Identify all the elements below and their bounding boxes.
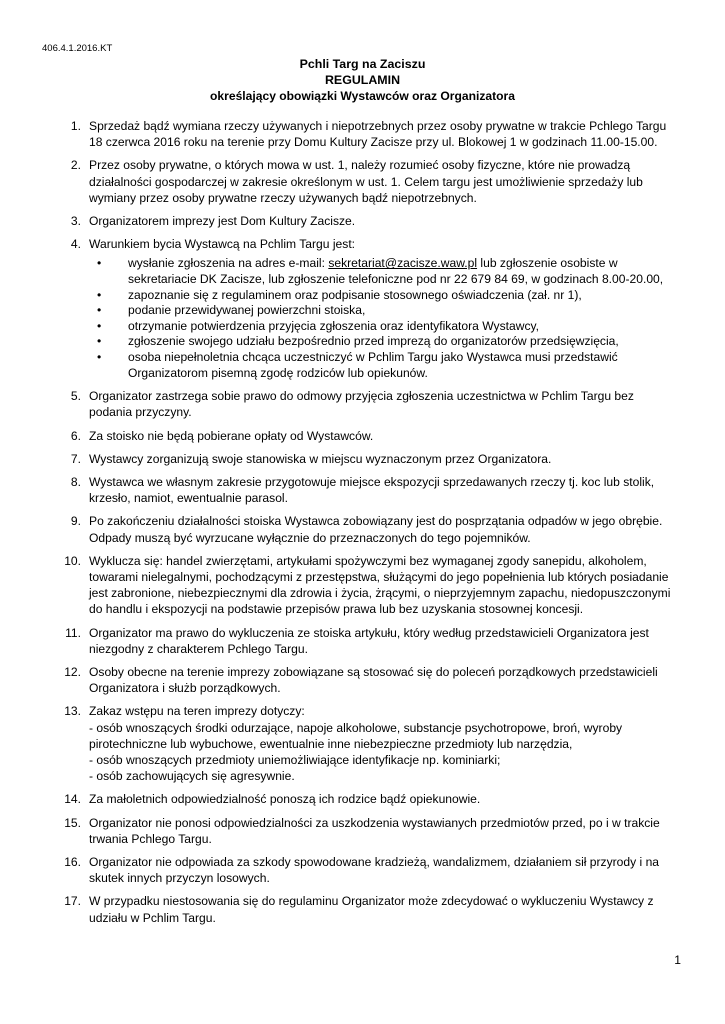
item-number: 6. (70, 428, 81, 443)
bullet-item (57, 256, 677, 287)
document-reference: 406.4.1.2016.KT (42, 43, 113, 54)
item-number: 13. (64, 704, 81, 719)
item-text: Wyklucza się: handel zwierzętami, artykułami spożywczymi bez wymaganej zgody sanepidu, alkoholem, towarami nielegalnymi, pochodzącymi z przestępstwa, służącymi do jego popełnienia lub których posiadanie jest zabronione, niebezpiecznymi dla zdrowia i życia, żrącymi, o nieprzyjemnym zapachu, niedopuszczonymi do handlu i ekspozycji na podstawie przepisów prawa lub bez uzyskania stosownej koncesji. (89, 553, 671, 617)
list-item (57, 625, 677, 657)
item-number: 5. (70, 389, 81, 404)
item-text-lines (89, 703, 677, 784)
item-text: Wystawca we własnym zakresie przygotowuje miejsce ekspozycji sprzedawanych rzeczy tj. koc lub stolik, krzesło, namiot, ewentualnie parasol. (89, 474, 655, 506)
item-number: 17. (64, 894, 81, 909)
bullet-text: otrzymanie potwierdzenia przyjęcia zgłoszenia oraz identyfikatora Wystawcy, (128, 318, 540, 333)
item-text: Za stoisko nie będą pobierane opłaty od Wystawców. (89, 428, 374, 443)
list-item (57, 388, 677, 420)
list-item (57, 791, 677, 807)
item-text: Organizator ma prawo do wykluczenia ze stoiska artykułu, który według przedstawicieli Organizatora jest niezgodny z charakterem Pchlego Targu. (89, 625, 649, 656)
item-number: 9. (70, 514, 81, 529)
bullet-icon: • (97, 287, 102, 302)
list-item (57, 157, 677, 206)
item-text: Organizator nie ponosi odpowiedzialności za uszkodzenia wystawianych przedmiotów przed, po i w trakcie trwania Pchlego Targu. (89, 815, 660, 846)
item-number: 4. (70, 237, 81, 252)
document-type: REGULAMIN (324, 73, 401, 87)
list-item (57, 854, 677, 886)
item-number: 1. (70, 119, 81, 133)
bullet-item (57, 334, 677, 350)
list-item (57, 118, 677, 150)
conditions-bullet-list (57, 256, 677, 381)
item-number: 15. (64, 815, 81, 830)
document-subtitle: określający obowiązki Wystawców oraz Organizatora (210, 89, 515, 103)
bullet-text: osoba niepełnoletnia chcąca uczestniczyć w Pchlim Targu jako Wystawca musi przedstawić Organizatorom pisemną zgodę rodziców lub opiekunów. (128, 349, 618, 380)
list-item (57, 474, 677, 506)
list-item (57, 893, 677, 925)
item-text: Organizatorem imprezy jest Dom Kultury Zacisze. (89, 214, 356, 229)
item-text: W przypadku niestosowania się do regulaminu Organizator może zdecydować o wykluczeniu Wystawcy z udziału w Pchlim Targu. (89, 894, 654, 925)
item-number: 10. (64, 553, 81, 568)
bullet-text: wysłanie zgłoszenia na adres e-mail: (128, 256, 329, 271)
list-item (57, 213, 677, 229)
list-item (57, 513, 677, 545)
item-text: Wystawcy zorganizują swoje stanowiska w miejscu wyznaczonym przez Organizatora. (89, 451, 552, 466)
list-item (57, 815, 677, 847)
item-text: Osoby obecne na terenie imprezy zobowiązane są stosować się do poleceń porządkowych przedstawicieli Organizatora i służb porządkowych. (89, 665, 658, 696)
item-text: Za małoletnich odpowiedzialność ponoszą ich rodzice bądź opiekunowie. (89, 792, 481, 807)
email-link[interactable]: sekretariat@zacisze.waw.pl (328, 256, 478, 271)
bullet-text: zgłoszenie swojego udziału bezpośrednio przed imprezą do organizatorów przedsięwzięcia, (128, 334, 619, 349)
list-item (57, 451, 677, 467)
list-item (57, 553, 677, 618)
item-number: 7. (70, 451, 81, 466)
item-number: 2. (70, 158, 81, 173)
bullet-icon: • (97, 334, 102, 349)
list-item (57, 428, 677, 444)
item-text: Organizator nie odpowiada za szkody spowodowane kradzieżą, wandalizmem, działaniem sił przyrody i na skutek innych przyczyn losowych. (89, 855, 660, 886)
item-text: Warunkiem bycia Wystawcą na Pchlim Targu jest: (89, 237, 356, 252)
bullet-item (57, 303, 677, 319)
item-text: Po zakończeniu działalności stoiska Wystawca zobowiązany jest do posprzątania odpadów w jego obrębie. Odpady muszą być wyrzucane wyłącznie do przeznaczonych do tego pojemników. (89, 514, 663, 545)
item-line: - osób wnoszących środki odurzające, napoje alkoholowe, substancje psychotropowe, broń, wyroby pirotechniczne lub wybuchowe, ewentualnie inne niebezpieczne przedmioty lub narzędzia, (89, 720, 623, 751)
item-text: Sprzedaż bądź wymiana rzeczy używanych i niepotrzebnych przez osoby prywatne w trakcie Pchlego Targu 18 czerwca 2016 roku na terenie przy Domu Kultury Zacisze przy ul. Blokowej 1 w godzinach 11.00-15.00. (89, 119, 667, 150)
item-line: Zakaz wstępu na teren imprezy dotyczy: (89, 704, 305, 719)
bullet-item (57, 350, 677, 381)
bullet-icon: • (97, 256, 102, 271)
bullet-text: zapoznanie się z regulaminem oraz podpisanie stosownego oświadczenia (zał. nr 1), (128, 287, 582, 302)
bullet-icon: • (97, 318, 102, 333)
regulations-list (57, 118, 677, 933)
item-text: Organizator zastrzega sobie prawo do odmowy przyjęcia zgłoszenia uczestnictwa w Pchlim Targu bez podania przyczyny. (89, 389, 634, 420)
list-item (57, 236, 677, 252)
document-title: Pchli Targ na Zaciszu (299, 57, 426, 71)
item-number: 8. (70, 474, 81, 489)
item-number: 11. (65, 625, 81, 640)
item-number: 3. (70, 214, 81, 229)
bullet-item (57, 288, 677, 304)
item-number: 12. (64, 665, 81, 680)
title-block (0, 56, 725, 104)
item-number: 14. (64, 792, 81, 807)
page-number: 1 (674, 953, 681, 967)
item-line: - osób wnoszących przedmioty uniemożliwiające identyfikacje np. kominiarki; (89, 753, 501, 768)
item-text: Przez osoby prywatne, o których mowa w ust. 1, należy rozumieć osoby fizyczne, które nie prowadzą działalności gospodarczej w zakresie określonym w ust. 1. Celem targu jest umożliwienie sprzedaży lub wymiany przez osoby prywatne rzeczy używanych bądź niepotrzebnych. (89, 158, 643, 205)
bullet-text: podanie przewidywanej powierzchni stoiska, (128, 303, 366, 318)
bullet-text: lub zgłoszenie osobiste w sekretariacie DK Zacisze, lub zgłoszenie telefoniczne pod nr 22 679 84 69, w godzinach 8.00-20.00, (128, 256, 664, 287)
item-line: - osób zachowujących się agresywnie. (89, 769, 295, 784)
bullet-item (57, 319, 677, 335)
bullet-icon: • (97, 349, 102, 364)
bullet-icon: • (97, 303, 102, 318)
list-item (57, 703, 677, 784)
item-number: 16. (64, 855, 81, 870)
list-item (57, 664, 677, 696)
